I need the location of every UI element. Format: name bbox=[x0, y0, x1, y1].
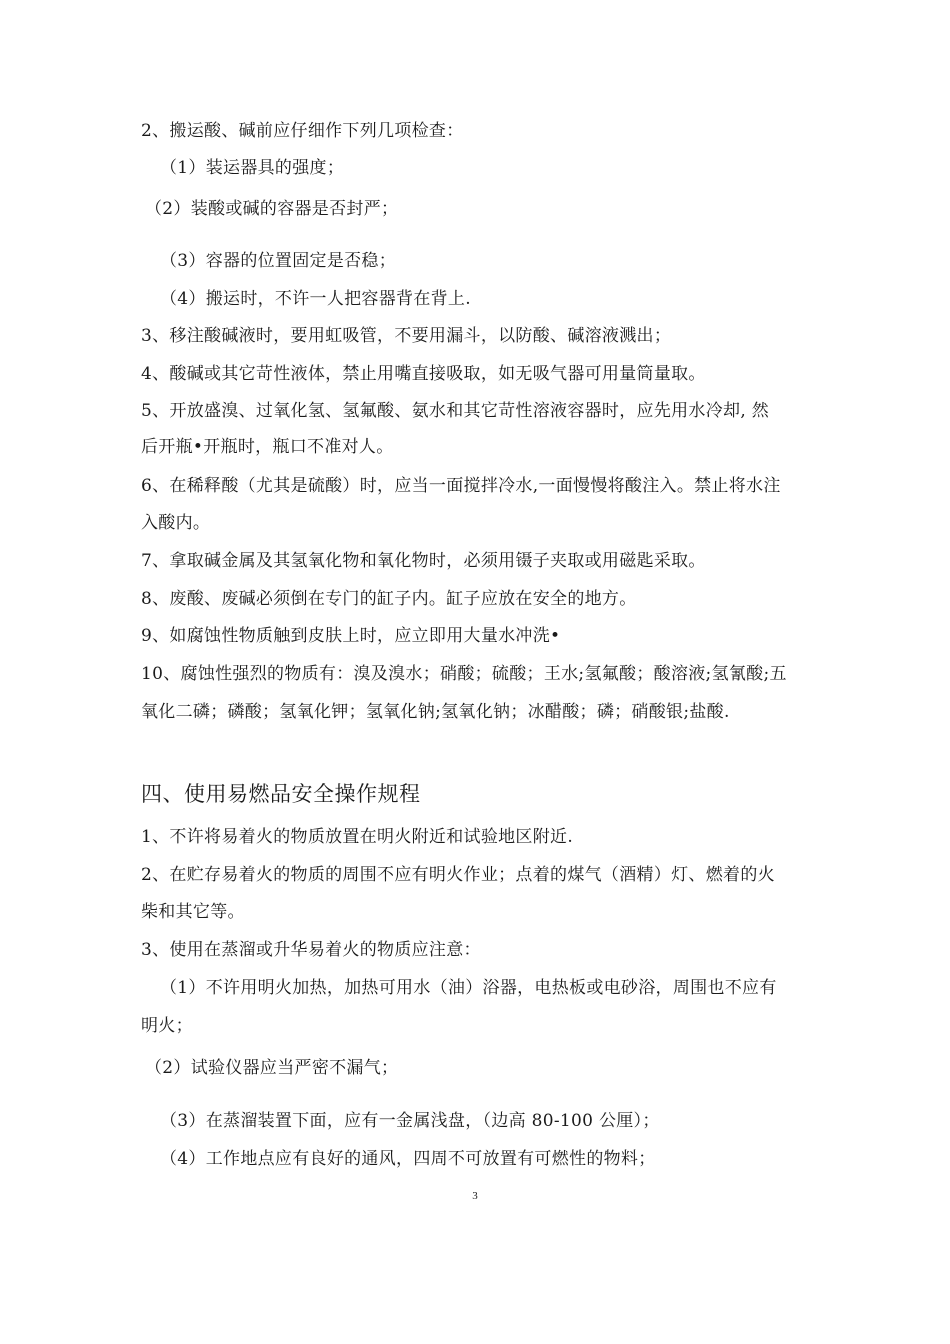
item-6-line-2: 入酸内。 bbox=[141, 513, 211, 533]
s4-item-3-sub-2: （2）试验仪器应当严密不漏气； bbox=[145, 1058, 399, 1078]
item-9: 9、如腐蚀性物质触到皮肤上时，应立即用大量水冲洗• bbox=[141, 626, 561, 646]
page-number: 3 bbox=[472, 1190, 478, 1202]
item-10-line-2: 氧化二磷；磷酸；氢氧化钾；氢氧化钠;氢氧化钠；冰醋酸；磷；硝酸银;盐酸. bbox=[141, 702, 730, 722]
s4-item-2-line-1: 2、在贮存易着火的物质的周围不应有明火作业；点着的煤气（酒精）灯、燃着的火 bbox=[141, 865, 775, 885]
section-4-heading: 四、使用易燃品安全操作规程 bbox=[141, 782, 421, 806]
item-5-line-2: 后开瓶•开瓶时，瓶口不准对人。 bbox=[141, 437, 394, 457]
item-2-sub-1: （1）装运器具的强度； bbox=[160, 158, 345, 178]
item-5-line-1: 5、开放盛溴、过氧化氢、氢氟酸、氨水和其它苛性溶液容器时，应先用水冷却, 然 bbox=[141, 401, 770, 421]
item-2-sub-2: （2）装酸或碱的容器是否封严； bbox=[145, 199, 399, 219]
s4-item-2-line-2: 柴和其它等。 bbox=[141, 902, 245, 922]
item-7: 7、拿取碱金属及其氢氧化物和氧化物时，必须用镊子夹取或用磁匙采取。 bbox=[141, 551, 706, 571]
item-2-sub-4: （4）搬运时，不许一人把容器背在背上. bbox=[160, 289, 471, 309]
s4-item-3-sub-1-line-1: （1）不许用明火加热，加热可用水（油）浴器，电热板或电砂浴，周围也不应有 bbox=[160, 978, 777, 998]
s4-item-3-sub-3: （3）在蒸溜装置下面，应有一金属浅盘，（边高 80-100 公厘）； bbox=[160, 1111, 660, 1131]
item-2: 2、搬运酸、碱前应仔细作下列几项检查： bbox=[141, 121, 464, 141]
s4-item-3: 3、使用在蒸溜或升华易着火的物质应注意： bbox=[141, 940, 481, 960]
item-4: 4、酸碱或其它苛性液体，禁止用嘴直接吸取，如无吸气器可用量筒量取。 bbox=[141, 364, 706, 384]
s4-item-1: 1、不许将易着火的物质放置在明火附近和试验地区附近. bbox=[141, 827, 574, 847]
item-2-sub-3: （3）容器的位置固定是否稳； bbox=[160, 251, 397, 271]
s4-item-3-sub-1-line-2: 明火； bbox=[141, 1016, 193, 1036]
item-10-line-1: 10、腐蚀性强烈的物质有：溴及溴水；硝酸；硫酸；王水;氢氟酸；酸溶液;氢氰酸;五 bbox=[141, 664, 787, 684]
item-3: 3、移注酸碱液时，要用虹吸管，不要用漏斗，以防酸、碱溶液溅出； bbox=[141, 326, 672, 346]
item-8: 8、废酸、废碱必须倒在专门的缸子内。缸子应放在安全的地方。 bbox=[141, 589, 637, 609]
item-6-line-1: 6、在稀释酸（尤其是硫酸）时，应当一面搅拌冷水,一面慢慢将酸注入。禁止将水注 bbox=[141, 476, 781, 496]
s4-item-3-sub-4: （4）工作地点应有良好的通风，四周不可放置有可燃性的物料； bbox=[160, 1149, 656, 1169]
